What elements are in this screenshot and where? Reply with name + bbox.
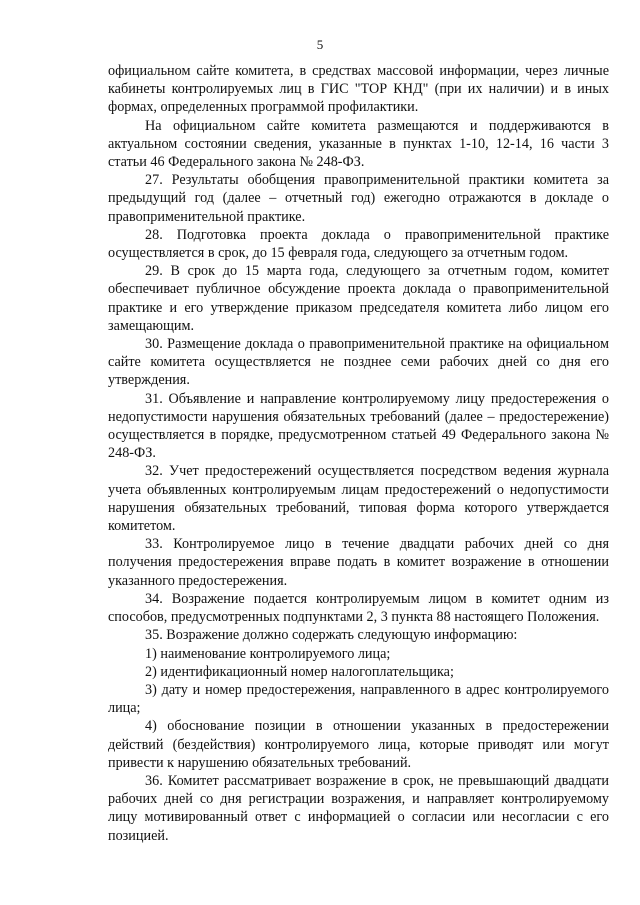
paragraph-34: 34. Возражение подается контролируемым лицом в комитет одним из способов, предусмотренных подпунктами 2, 3 пункта 88 настоящего Положения. — [108, 590, 609, 626]
list-item-4: 4) обоснование позиции в отношении указанных в предостережении действий (бездействия) контролируемого лица, которые приводят или могут привести к нарушению обязательных требований. — [108, 718, 609, 771]
paragraph-29: 29. В срок до 15 марта года, следующего за отчетным годом, комитет обеспечивает публичное обсуждение проекта доклада о правоприменительной практике и его утверждение приказом председателя комитета либо лицом его замещающим. — [108, 263, 609, 334]
list-item-2: 2) идентификационный номер налогоплательщика; — [145, 663, 454, 680]
paragraph-36: 36. Комитет рассматривает возражение в срок, не превышающий двадцати рабочих дней со дня регистрации возражения, и направляет контролируемому лицу мотивированный ответ с информацией о согласии или несогласии с его позицией. — [108, 772, 609, 844]
paragraph-continuation: официальном сайте комитета, в средствах массовой информации, через личные кабинеты контролируемых лиц в ГИС "ТОР КНД" (при их наличии) и в иных формах, определенных программой профилактики. — [108, 63, 609, 116]
paragraph-website-info: На официальном сайте комитета размещаются и поддерживаются в актуальном состоянии сведения, указанные в пунктах 1-10, 12-14, 16 части 3 статьи 46 Федерального закона № 248-ФЗ. — [108, 117, 609, 171]
document-body — [108, 62, 609, 845]
paragraph-32: 32. Учет предостережений осуществляется посредством ведения журнала учета объявленных контролируемым лицам предостережений о недопустимости нарушения обязательных требований, типовая форма которого утверждается комитетом. — [108, 463, 609, 535]
page-number: 5 — [316, 37, 324, 52]
paragraph-33: 33. Контролируемое лицо в течение двадцати рабочих дней со дня получения предостережения вправе подать в комитет возражение в отношении указанного предостережения. — [108, 536, 609, 589]
list-item-1: 1) наименование контролируемого лица; — [145, 645, 391, 662]
paragraph-31: 31. Объявление и направление контролируемому лицу предостережения о недопустимости нарушения обязательных требований (далее – предостережение) осуществляется в порядке, предусмотренном статьей 49 Федерального закона № 248-ФЗ. — [108, 390, 609, 462]
paragraph-28: 28. Подготовка проекта доклада о правоприменительной практике осуществляется в срок, до 15 февраля года, следующего за отчетным годом. — [108, 226, 609, 262]
paragraph-27: 27. Результаты обобщения правоприменительной практики комитета за предыдущий год (далее – отчетный год) ежегодно отражаются в докладе о правоприменительной практике. — [108, 172, 609, 225]
paragraph-30: 30. Размещение доклада о правоприменительной практике на официальном сайте комитета осуществляется не позднее семи рабочих дней со дня его утверждения. — [108, 336, 609, 389]
paragraph-35: 35. Возражение должно содержать следующую информацию: — [145, 627, 518, 644]
list-item-3: 3) дату и номер предостережения, направленного в адрес контролируемого лица; — [108, 681, 609, 717]
